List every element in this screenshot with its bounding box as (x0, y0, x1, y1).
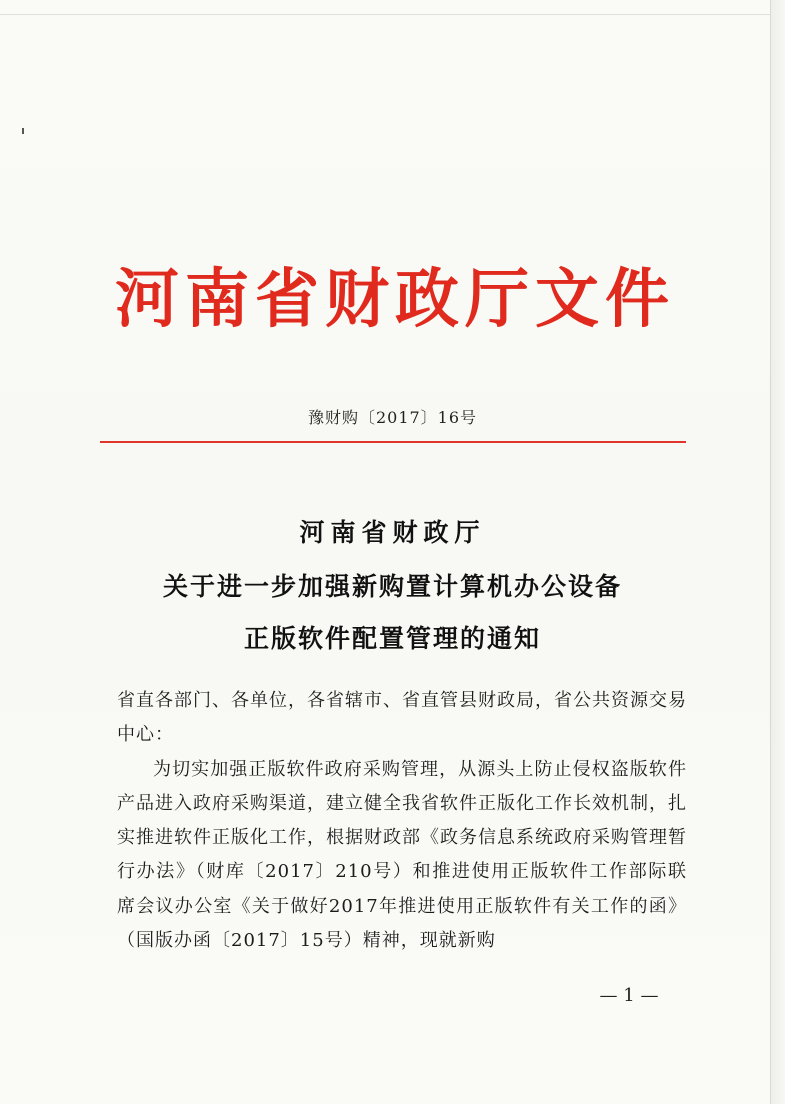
red-divider-rule (100, 441, 686, 443)
scan-right-edge (770, 0, 785, 1104)
scan-speck (22, 128, 28, 134)
title-line-subject: 关于进一步加强新购置计算机办公设备 (162, 572, 622, 601)
title-line-issuer: 河南省财政厅 (299, 518, 486, 547)
issuer-header: 河南省财政厅文件 (115, 262, 675, 337)
title-line-notice: 正版软件配置管理的通知 (243, 624, 541, 653)
document-body (117, 684, 687, 958)
addressees: 省直各部门、各单位，各省辖市、省直管县财政局，省公共资源交易中心： (117, 690, 687, 746)
document-number: 豫财购〔2017〕16号 (307, 408, 478, 427)
scan-top-edge (0, 0, 785, 15)
page-number: — 1 — (599, 985, 659, 1006)
body-paragraph: 为切实加强正版软件政府采购管理，从源头上防止侵权盗版软件产品进入政府采购渠道，建立健全我省软件正版化工作长效机制，扎实推进软件正版化工作，根据财政部《政务信息系统政府采购管理暂行办法》（财库〔2017〕210号）和推进使用正版软件工作部际联席会议办公室《关于做好2017年推进使用正版软件有关工作的函》（国版办函〔2017〕15号）精神，现就新购 (117, 758, 687, 952)
